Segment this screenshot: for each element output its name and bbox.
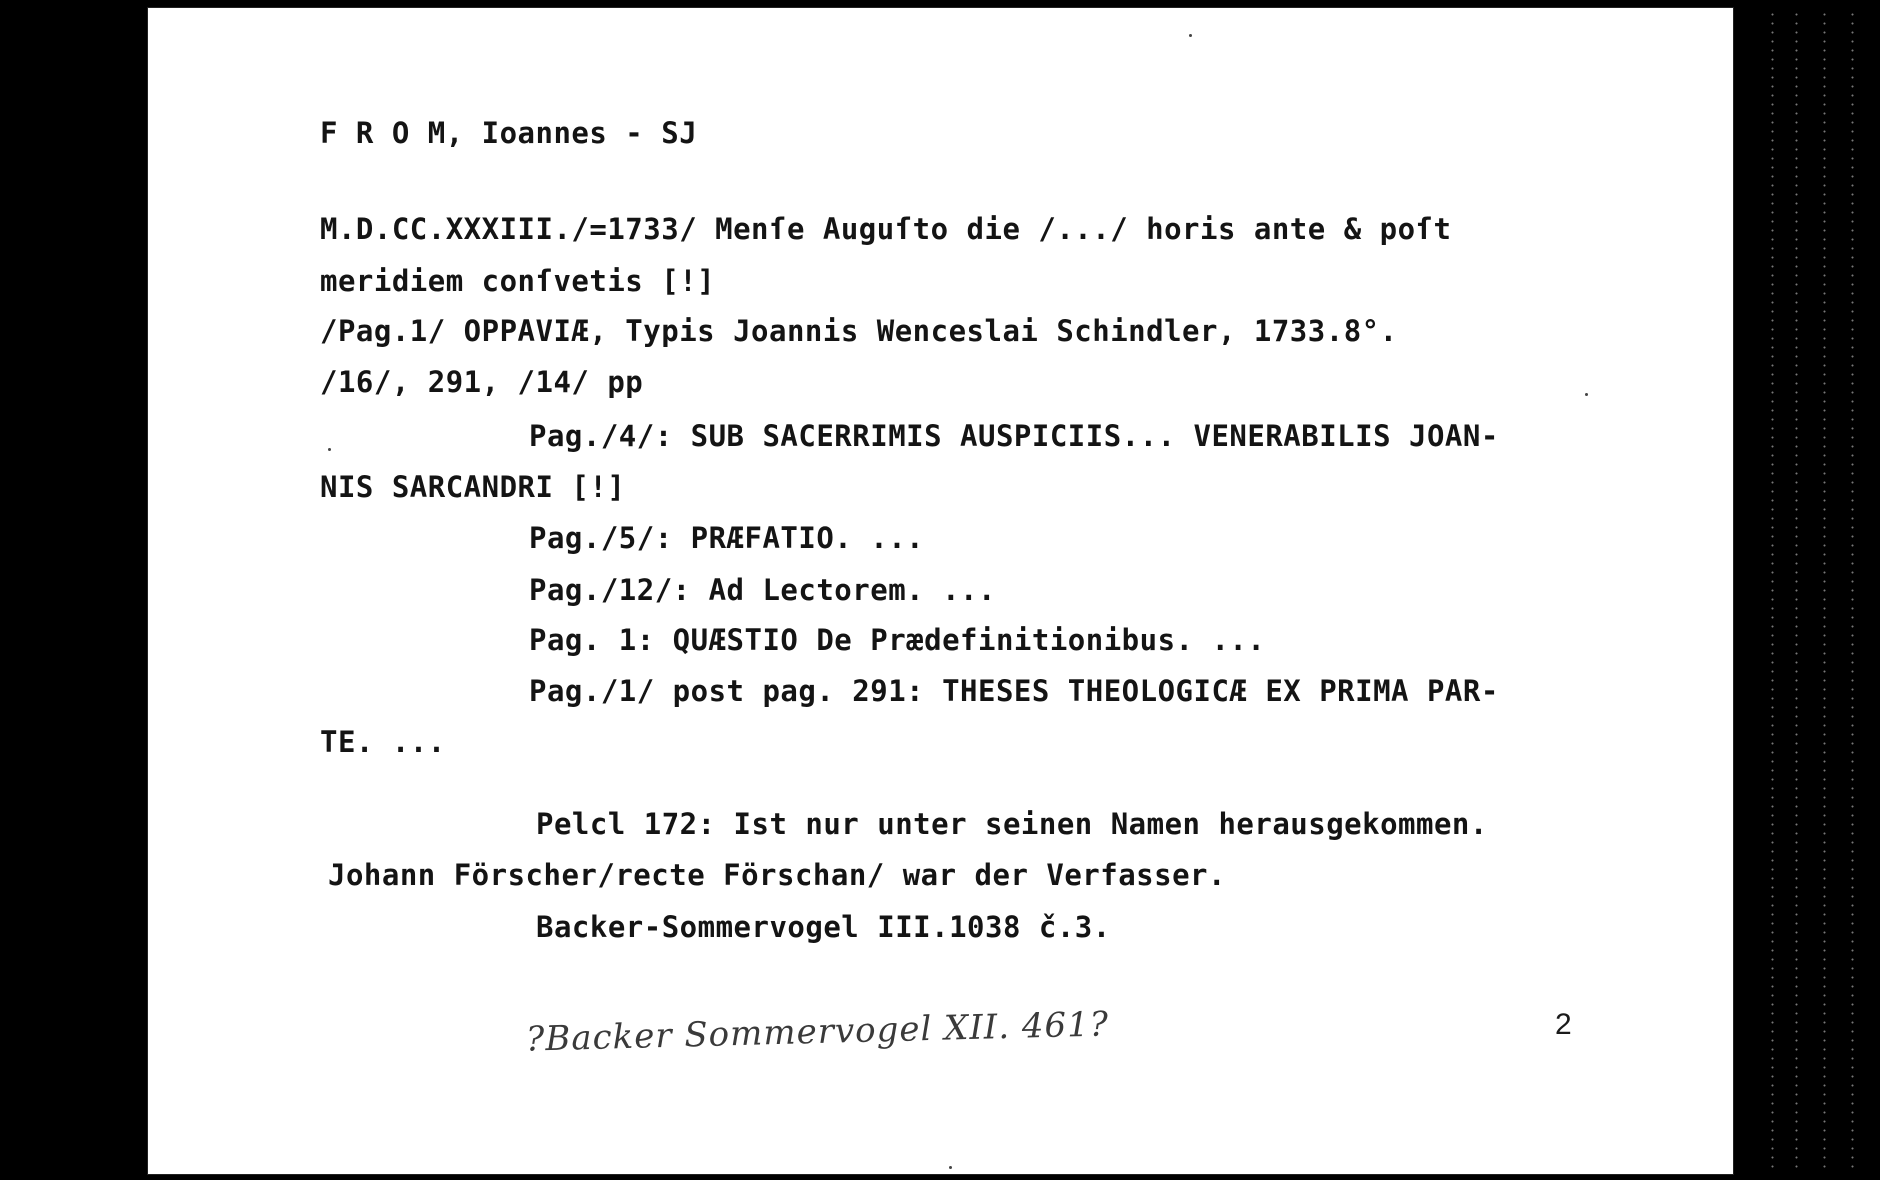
- scan-speck: [1585, 393, 1588, 396]
- scan-speck: [1189, 34, 1192, 37]
- card-line: /16/, 291, /14/ pp: [320, 365, 644, 399]
- card-line: NIS SARCANDRI [!]: [320, 470, 626, 504]
- card-line: meridiem conſvetis [!]: [320, 264, 716, 298]
- scan-speck: [328, 448, 331, 451]
- card-page-number: 2: [1555, 1008, 1572, 1041]
- card-line: /Pag.1/ OPPAVIÆ, Typis Joannis Wenceslai Schindler, 1733.8°.: [320, 314, 1398, 348]
- scan-right-border: [1733, 0, 1880, 1180]
- card-line: Pag./12/: Ad Lectorem. ...: [529, 573, 996, 607]
- handwritten-note: ?Backer Sommervogel XII. 461?: [525, 1004, 1110, 1060]
- card-line: Pag. 1: QUÆSTIO De Prædefinitionibus. ...: [529, 623, 1266, 657]
- card-line: Pag./4/: SUB SACERRIMIS AUSPICIIS... VENERABILIS JOAN-: [529, 419, 1499, 453]
- card-line: Pag./5/: PRÆFATIO. ...: [529, 521, 925, 555]
- card-line: Johann Förscher/recte Förschan/ war der Verfasser.: [328, 858, 1226, 892]
- scan-speck: [949, 1166, 952, 1169]
- card-line: Pelcl 172: Ist nur unter seinen Namen herausgekommen.: [536, 807, 1488, 841]
- card-line: TE. ...: [320, 725, 446, 759]
- card-line: M.D.CC.XXXIII./=1733/ Menſe Auguſto die /.../ horis ante & poſt: [320, 212, 1452, 246]
- card-line: Pag./1/ post pag. 291: THESES THEOLOGICÆ EX PRIMA PAR-: [529, 674, 1499, 708]
- catalog-card: [148, 8, 1733, 1174]
- card-line: Backer-Sommervogel III.1038 č.3.: [536, 910, 1111, 944]
- card-heading: F R O M, Ioannes - SJ: [320, 116, 698, 150]
